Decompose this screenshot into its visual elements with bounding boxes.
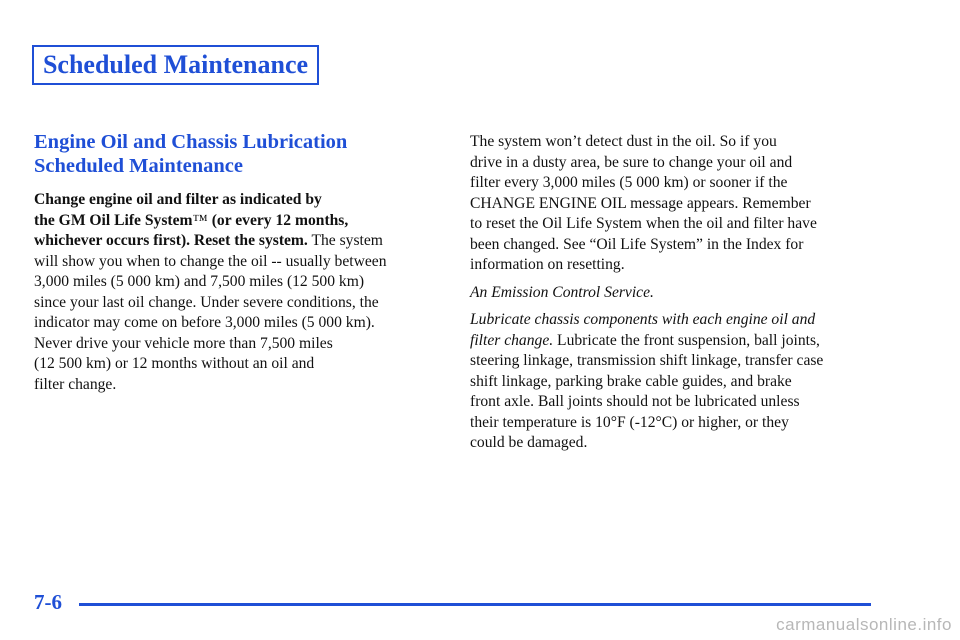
text-line [470, 331, 885, 352]
text-line [34, 293, 436, 314]
text-line [470, 310, 885, 331]
text-line [34, 252, 436, 273]
text-run: Lubricate chassis components with each engine oil and [470, 311, 816, 328]
text-run: shift linkage, parking brake cable guides, and brake [470, 372, 792, 390]
text-run: will show you when to change the oil -- usually between [34, 252, 387, 270]
text-line [470, 153, 885, 174]
text-run: whichever occurs first). Reset the system. [34, 232, 308, 249]
footer-rule [79, 603, 871, 606]
text-run: indicator may come on before 3,000 miles (5 000 km). [34, 314, 375, 331]
text-line [34, 231, 436, 252]
body-paragraph [470, 132, 885, 276]
text-line [470, 255, 885, 276]
text-run: information on resetting. [470, 256, 625, 273]
text-line [470, 351, 885, 372]
text-line [34, 313, 436, 334]
text-run: been changed. See “Oil Life System” in the Index for [470, 235, 804, 253]
text-run: could be damaged. [470, 434, 588, 451]
section-header-title: Scheduled Maintenance [42, 50, 309, 79]
text-run: Lubricate the front suspension, ball joints, [553, 331, 820, 349]
text-run: 3,000 miles (5 000 km) and 7,500 miles (12 500 km) [34, 273, 365, 290]
text-run: (12 500 km) or 12 months without an oil and [34, 355, 315, 372]
text-line [470, 283, 885, 304]
page-number: 7-6 [34, 590, 62, 614]
text-run: (or every 12 months, [207, 211, 349, 229]
text-line [470, 132, 885, 153]
text-run: since your last oil change. Under severe conditions, the [34, 293, 379, 311]
text-line [34, 334, 436, 355]
text-line [470, 433, 885, 454]
text-line [34, 190, 436, 211]
text-run: front axle. Ball joints should not be lubricated unless [470, 393, 800, 410]
text-line [470, 372, 885, 393]
text-line [34, 354, 436, 375]
text-run: The system [307, 232, 383, 249]
text-run: An Emission Control Service. [470, 283, 654, 301]
heading-line: Engine Oil and Chassis Lubrication [34, 131, 348, 153]
text-line [470, 413, 885, 434]
section-heading [34, 130, 436, 178]
text-run: filter change. [34, 375, 117, 393]
text-run: CHANGE ENGINE OIL message appears. Remember [470, 194, 811, 212]
text-run: filter change. [470, 331, 554, 349]
body-paragraph [470, 283, 885, 304]
text-line [470, 173, 885, 194]
text-run: Change engine oil and filter as indicated by [34, 191, 322, 208]
right-column [470, 132, 885, 454]
watermark-text: carmanualsonline.info [776, 615, 952, 634]
oil-change-paragraph [34, 190, 436, 395]
text-run: to reset the Oil Life System when the oil and filter have [470, 215, 817, 232]
section-header-box [32, 45, 319, 85]
text-line [470, 235, 885, 256]
text-line [470, 214, 885, 235]
text-line [470, 392, 885, 413]
text-line [470, 194, 885, 215]
text-run: the GM Oil Life System [34, 211, 193, 229]
text-line [34, 375, 436, 396]
text-run: drive in a dusty area, be sure to change your oil and [470, 153, 793, 171]
text-run: filter every 3,000 miles (5 000 km) or sooner if the [470, 174, 788, 191]
text-run: ™ [192, 211, 208, 229]
text-run: their temperature is 10°F (-12°C) or higher, or they [470, 413, 789, 431]
text-run: The system won’t detect dust in the oil. So if you [470, 133, 777, 150]
text-run: Never drive your vehicle more than 7,500 miles [34, 334, 333, 352]
left-column [34, 130, 436, 395]
heading-line: Scheduled Maintenance [34, 155, 243, 177]
text-line [34, 211, 436, 232]
body-paragraph [470, 310, 885, 454]
text-line [34, 272, 436, 293]
text-run: steering linkage, transmission shift linkage, transfer case [470, 352, 824, 369]
